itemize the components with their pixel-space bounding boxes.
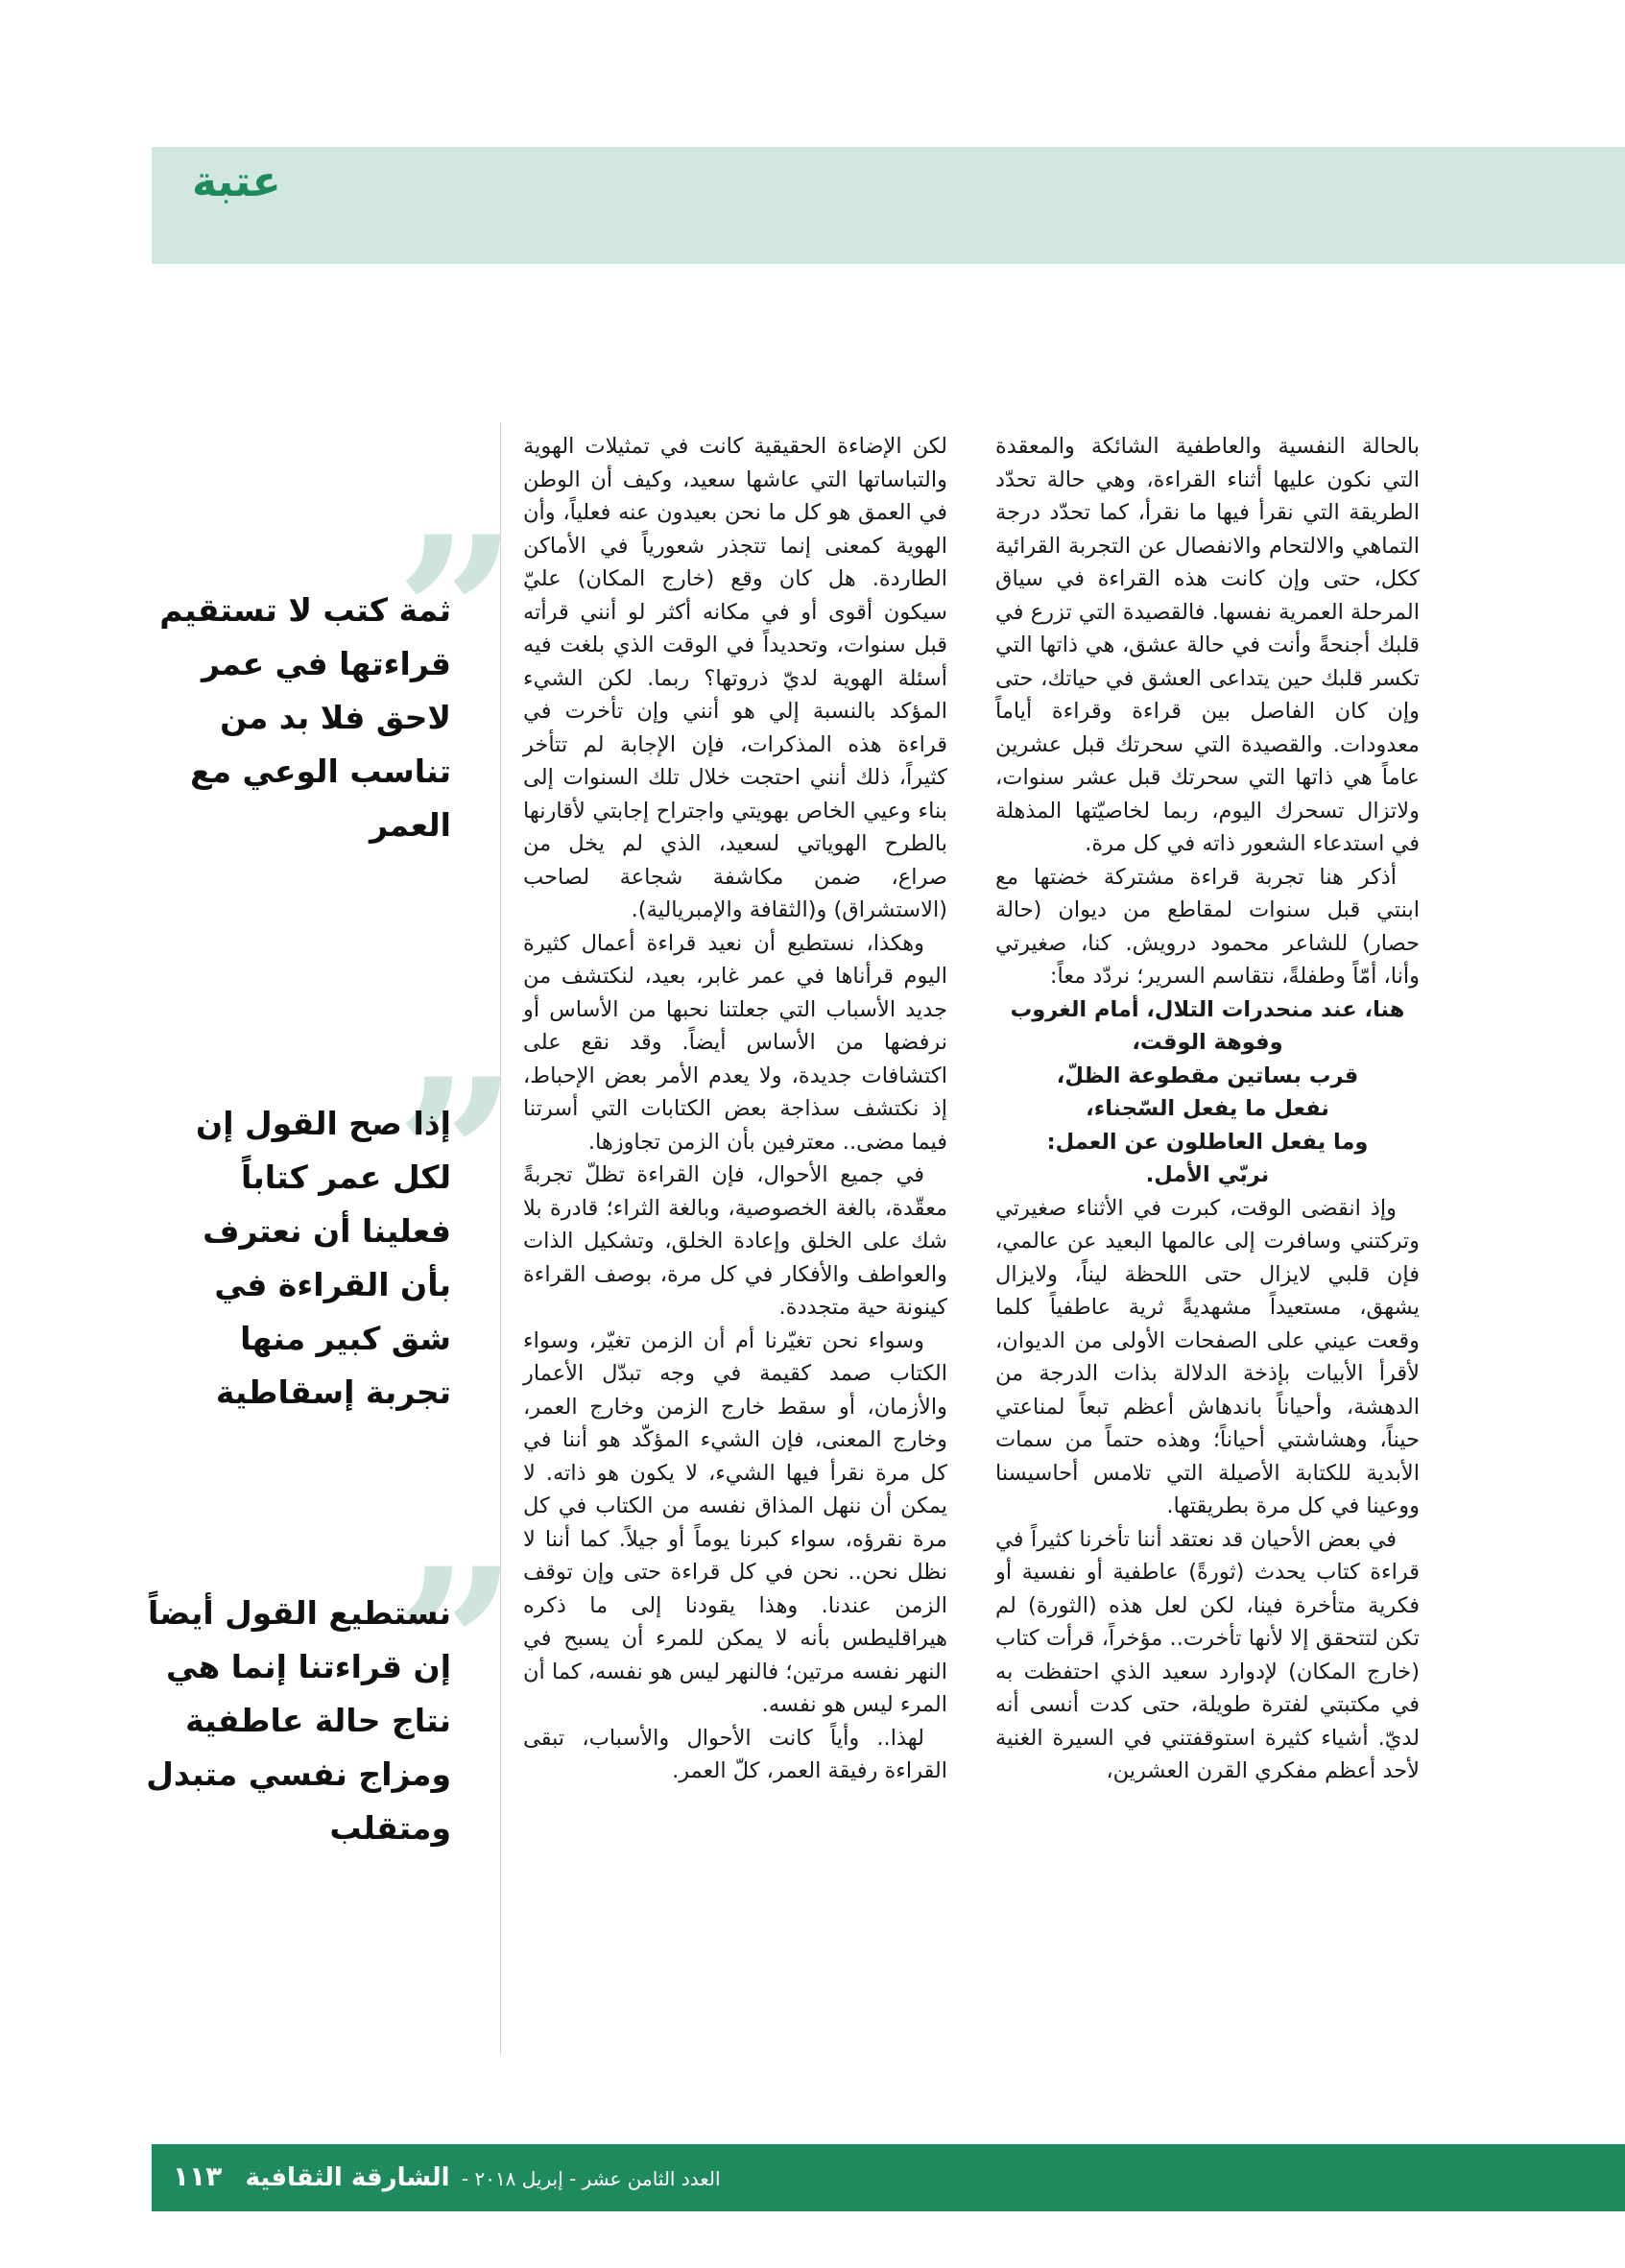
pull-quote-text: نستطيع القول أيضاً إن قراءتنا إنما هي نتاج حالة عاطفية ومزاج نفسي متبدل ومتقلب bbox=[146, 1594, 451, 1847]
paragraph: وسواء نحن تغيّرنا أم أن الزمن تغيّر، وسواء الكتاب صمد كقيمة في وجه تبدّل الأعمار والأزمان، أو سقط خارج الزمن وخارج العمر، وخارج المعنى، فإن الشيء المؤكّد هو أننا في كل مرة نقرأ فيها الشيء، لا يكون هو ذاته. لا يمكن أن ننهل المذاق نفسه من الكتاب في كل مرة نقرؤه، سواء كبرنا يوماً أو جيلاً. كما أننا لا نظل نحن.. نحن في كل قراءة حتى وإن توقف الزمن عندنا. وهذا يقودنا إلى ما ذكره هيراقليطس بأنه لا يمكن للمرء أن يسبح في النهر نفسه مرتين؛ فالنهر ليس هو نفسه، كما أن المرء ليس هو نفسه. bbox=[523, 1327, 947, 1717]
article-column-right bbox=[995, 430, 1420, 1788]
header-band bbox=[152, 147, 1625, 264]
magazine-name: الشارقة الثقافية bbox=[245, 2163, 450, 2192]
quote-mark-icon: ” bbox=[395, 1521, 517, 1770]
pull-quote-text: ثمة كتب لا تستقيم قراءتها في عمر لاحق فلا بد من تناسب الوعي مع العمر bbox=[159, 591, 451, 844]
footer bbox=[173, 2158, 721, 2198]
paragraph: في بعض الأحيان قد نعتقد أننا تأخرنا كثيراً في قراءة كتاب يحدث (ثورةً) عاطفية أو نفسية أو فكرية متأخرة فينا، لكن لعل هذه (الثورة) لم تكن لتتحقق إلا لأنها تأخرت.. مؤخراً، قرأت كتاب (خارج المكان) لإدوارد سعيد الذي احتفظت به في مكتبتي لفترة طويلة، حتى كدت أنسى أنه لديّ. أشياء كثيرة استوقفتني في السيرة الغنية لأحد أعظم مفكري القرن العشرين، bbox=[995, 1526, 1420, 1783]
poem-excerpt bbox=[995, 993, 1420, 1192]
poem-line: قرب بساتين مقطوعة الظلّ، bbox=[1056, 1062, 1359, 1088]
quote-mark-icon: ” bbox=[395, 1032, 517, 1280]
poem-line: وما يفعل العاطلون عن العمل: bbox=[1046, 1129, 1369, 1155]
pull-quote bbox=[144, 1097, 451, 1420]
paragraph: لكن الإضاءة الحقيقية كانت في تمثيلات الهوية والتباساتها التي عاشها سعيد، وكيف أن الوطن في العمق هو كل ما نحن بعيدون عنه فعلياً، وأن الهوية كمعنى إنما تتجذر شعورياً في الأماكن الطاردة. هل كان وقع (خارج المكان) عليّ سيكون أقوى أو في مكانه أكثر لو أنني قرأته قبل سنوات، وتحديداً في الوقت الذي بلغت فيه أسئلة الهوية لديّ ذروتها؟ ربما. لكن الشيء المؤكد بالنسبة إلي هو أنني وإن تأخرت في قراءة هذه المذكرات، فإن الإجابة لم تتأخر كثيراً، ذلك أنني احتجت خلال تلك السنوات إلى بناء وعيي الخاص بهويتي واجتراح إجابتي لأقارنها بالطرح الهوياتي لسعيد، الذي لم يخل من صراع، ضمن مكاشفة شجاعة لصاحب (الاستشراق) و(الثقافة والإمبريالية). bbox=[523, 434, 947, 922]
section-title: عتبة bbox=[192, 157, 281, 206]
paragraph: لهذا.. وأياً كانت الأحوال والأسباب، تبقى القراءة رفيقة العمر، كلّ العمر. bbox=[523, 1725, 947, 1783]
paragraph: وإذ انقضى الوقت، كبرت في الأثناء صغيرتي وتركتني وسافرت إلى عالمها البعيد عن عالمي، فإن قلبي لايزال حتى اللحظة ليناً، ولايزال يشهق، مستعيداً مشهديةً ثرية عاطفياً كلما وقعت عيني على الصفحات الأولى من الديوان، لأقرأ الأبيات بإذخة الدلالة بذات الدرجة من الدهشة، وأحياناً باندهاش أعظم تبعاً لمناعتي حيناً، وهشاشتي أحياناً؛ وهذه حتماً من سمات الأبدية للكتابة الأصيلة التي تلامس أحاسيسنا ووعينا في كل مرة بطريقتها. bbox=[995, 1195, 1420, 1518]
poem-line: هنا، عند منحدرات التلال، أمام الغروب bbox=[1010, 996, 1405, 1022]
pull-quote bbox=[144, 584, 451, 852]
article-column-middle bbox=[523, 430, 947, 1788]
poem-line: نربّي الأمل. bbox=[1145, 1162, 1270, 1187]
page-number: ١١٣ bbox=[173, 2161, 223, 2192]
poem-line: وفوهة الوقت، bbox=[1132, 1030, 1283, 1055]
pull-quote bbox=[144, 1587, 451, 1855]
paragraph: وهكذا، نستطيع أن نعيد قراءة أعمال كثيرة اليوم قرأناها في عمر غابر، بعيد، لنكتشف من جديد الأسباب التي جعلتنا نحبها من الأساس أو نرفضها من الأساس أيضاً. وقد نقع على اكتشافات جديدة، ولا يعدم الأمر بعض الإحباط، إذ نكتشف سذاجة بعض الكتابات التي أسرتنا فيما مضى.. معترفين بأن الزمن تجاوزها. bbox=[523, 930, 947, 1155]
quote-mark-icon: ” bbox=[395, 489, 517, 738]
poem-line: نفعل ما يفعل السّجناء، bbox=[1086, 1096, 1329, 1121]
issue-info: العدد الثامن عشر - إبريل ٢٠١٨ - bbox=[461, 2167, 721, 2190]
pull-quote-text: إذا صح القول إن لكل عمر كتاباً فعلينا أن نعترف بأن القراءة في شق كبير منها تجربة إسقاطية bbox=[196, 1105, 451, 1411]
paragraph: بالحالة النفسية والعاطفية الشائكة والمعقدة التي نكون عليها أثناء القراءة، وهي حالة تحدّد الطريقة التي نقرأ فيها ما نقرأ، كما تحدّد درجة التماهي والالتحام والانفصال عن التجربة القرائية ككل، حتى وإن كانت هذه القراءة في سياق المرحلة العمرية نفسها. فالقصيدة التي تزرع في قلبك أجنحةً وأنت في حالة عشق، هي ذاتها التي تكسر قلبك حين يتداعى العشق في حياتك، حتى وإن كان الفاصل بين قراءة وقراءة أياماً معدودات. والقصيدة التي سحرتك قبل عشرين عاماً هي ذاتها التي سحرتك قبل عشر سنوات، ولاتزال تسحرك اليوم، ربما لخاصيّتها المذهلة في استدعاء الشعور ذاته في كل مرة. bbox=[995, 434, 1420, 856]
paragraph: في جميع الأحوال، فإن القراءة تظلّ تجربةً معقّدة، بالغة الخصوصية، وبالغة الثراء؛ قادرة بلا شك على الخلق وإعادة الخلق، وتشكيل الذات والعواطف والأفكار في كل مرة، بوصف القراءة كينونة حية متجددة. bbox=[523, 1162, 947, 1320]
paragraph: أذكر هنا تجربة قراءة مشتركة خضتها مع ابنتي قبل سنوات لمقاطع من ديوان (حالة حصار) للشاعر محمود درويش. كنا، صغيرتي وأنا، أمّاً وطفلةً، نتقاسم السرير؛ نردّد معاً: bbox=[995, 864, 1420, 989]
